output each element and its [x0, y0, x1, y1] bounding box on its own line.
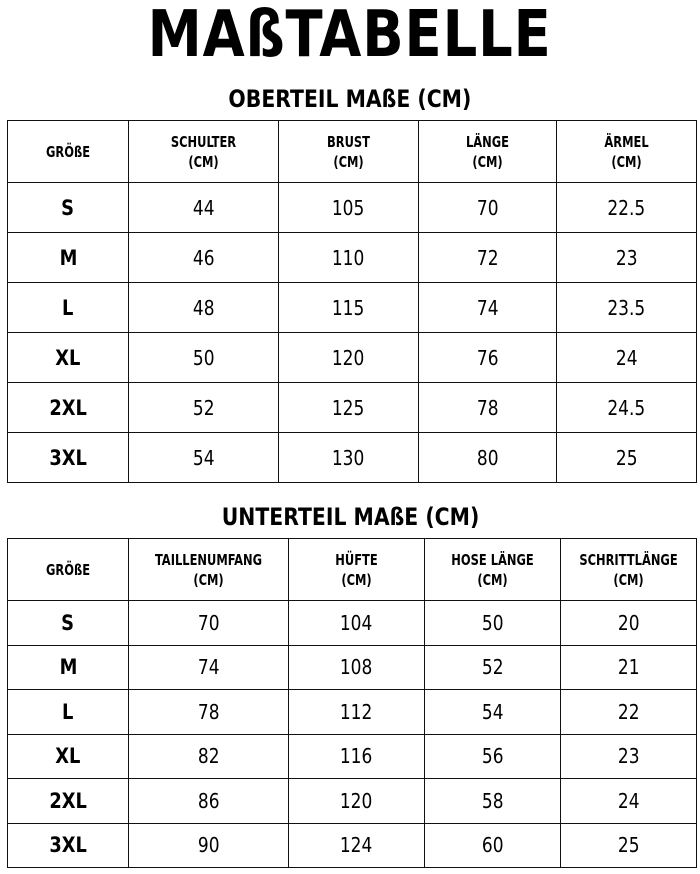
value-cell: 74	[129, 645, 289, 690]
size-cell: 3XL	[8, 433, 129, 483]
header-hip: HÜFTE (CM)	[289, 539, 425, 601]
header-size: GRÖßE	[8, 539, 129, 601]
table-row	[8, 333, 697, 383]
value-cell: 52	[129, 383, 279, 433]
value-cell: 25	[561, 823, 697, 868]
value-cell: 50	[425, 601, 561, 646]
value-cell: 124	[289, 823, 425, 868]
value-cell: 50	[129, 333, 279, 383]
value-cell: 23	[557, 233, 697, 283]
bottom-size-table	[7, 538, 697, 868]
header-sleeve: ÄRMEL (CM)	[557, 121, 697, 183]
value-cell: 54	[425, 690, 561, 735]
value-cell: 78	[419, 383, 557, 433]
header-chest: BRUST (CM)	[279, 121, 419, 183]
size-cell: L	[8, 690, 129, 735]
value-cell: 22	[561, 690, 697, 735]
value-cell: 76	[419, 333, 557, 383]
table-row	[8, 601, 697, 646]
value-cell: 54	[129, 433, 279, 483]
value-cell: 110	[279, 233, 419, 283]
size-cell: XL	[8, 333, 129, 383]
top-section-title: OBERTEIL MAßE (CM)	[228, 85, 472, 113]
value-cell: 108	[289, 645, 425, 690]
value-cell: 120	[279, 333, 419, 383]
header-size: GRÖßE	[8, 121, 129, 183]
size-cell: 2XL	[8, 383, 129, 433]
table-row	[8, 690, 697, 735]
value-cell: 104	[289, 601, 425, 646]
value-cell: 112	[289, 690, 425, 735]
table-row	[8, 283, 697, 333]
value-cell: 115	[279, 283, 419, 333]
value-cell: 23.5	[557, 283, 697, 333]
table-row	[8, 823, 697, 868]
value-cell: 130	[279, 433, 419, 483]
value-cell: 24	[557, 333, 697, 383]
value-cell: 20	[561, 601, 697, 646]
size-cell: S	[8, 183, 129, 233]
value-cell: 21	[561, 645, 697, 690]
table-row	[8, 734, 697, 779]
value-cell: 105	[279, 183, 419, 233]
bottom-section-title: UNTERTEIL MAßE (CM)	[221, 503, 479, 531]
value-cell: 60	[425, 823, 561, 868]
table-row	[8, 233, 697, 283]
table-row	[8, 433, 697, 483]
value-cell: 70	[419, 183, 557, 233]
size-cell: S	[8, 601, 129, 646]
value-cell: 48	[129, 283, 279, 333]
value-cell: 90	[129, 823, 289, 868]
table-row	[8, 779, 697, 824]
header-inseam: SCHRITTLÄNGE (CM)	[561, 539, 697, 601]
value-cell: 24.5	[557, 383, 697, 433]
value-cell: 80	[419, 433, 557, 483]
table-header-row	[8, 539, 697, 601]
size-cell: L	[8, 283, 129, 333]
size-cell: M	[8, 645, 129, 690]
value-cell: 70	[129, 601, 289, 646]
table-row	[8, 383, 697, 433]
value-cell: 46	[129, 233, 279, 283]
table-header-row	[8, 121, 697, 183]
table-row	[8, 645, 697, 690]
value-cell: 72	[419, 233, 557, 283]
value-cell: 25	[557, 433, 697, 483]
value-cell: 23	[561, 734, 697, 779]
value-cell: 86	[129, 779, 289, 824]
size-cell: M	[8, 233, 129, 283]
size-cell: XL	[8, 734, 129, 779]
header-waist: TAILLENUMFANG (CM)	[129, 539, 289, 601]
value-cell: 52	[425, 645, 561, 690]
value-cell: 44	[129, 183, 279, 233]
size-cell: 3XL	[8, 823, 129, 868]
value-cell: 22.5	[557, 183, 697, 233]
value-cell: 120	[289, 779, 425, 824]
top-size-table	[7, 120, 697, 483]
page-title: MAßTABELLE	[148, 0, 552, 72]
value-cell: 58	[425, 779, 561, 824]
value-cell: 56	[425, 734, 561, 779]
value-cell: 125	[279, 383, 419, 433]
size-cell: 2XL	[8, 779, 129, 824]
value-cell: 24	[561, 779, 697, 824]
header-length: LÄNGE (CM)	[419, 121, 557, 183]
value-cell: 74	[419, 283, 557, 333]
table-row	[8, 183, 697, 233]
header-shoulder: SCHULTER (CM)	[129, 121, 279, 183]
value-cell: 82	[129, 734, 289, 779]
value-cell: 116	[289, 734, 425, 779]
value-cell: 78	[129, 690, 289, 735]
header-pants-length: HOSE LÄNGE (CM)	[425, 539, 561, 601]
